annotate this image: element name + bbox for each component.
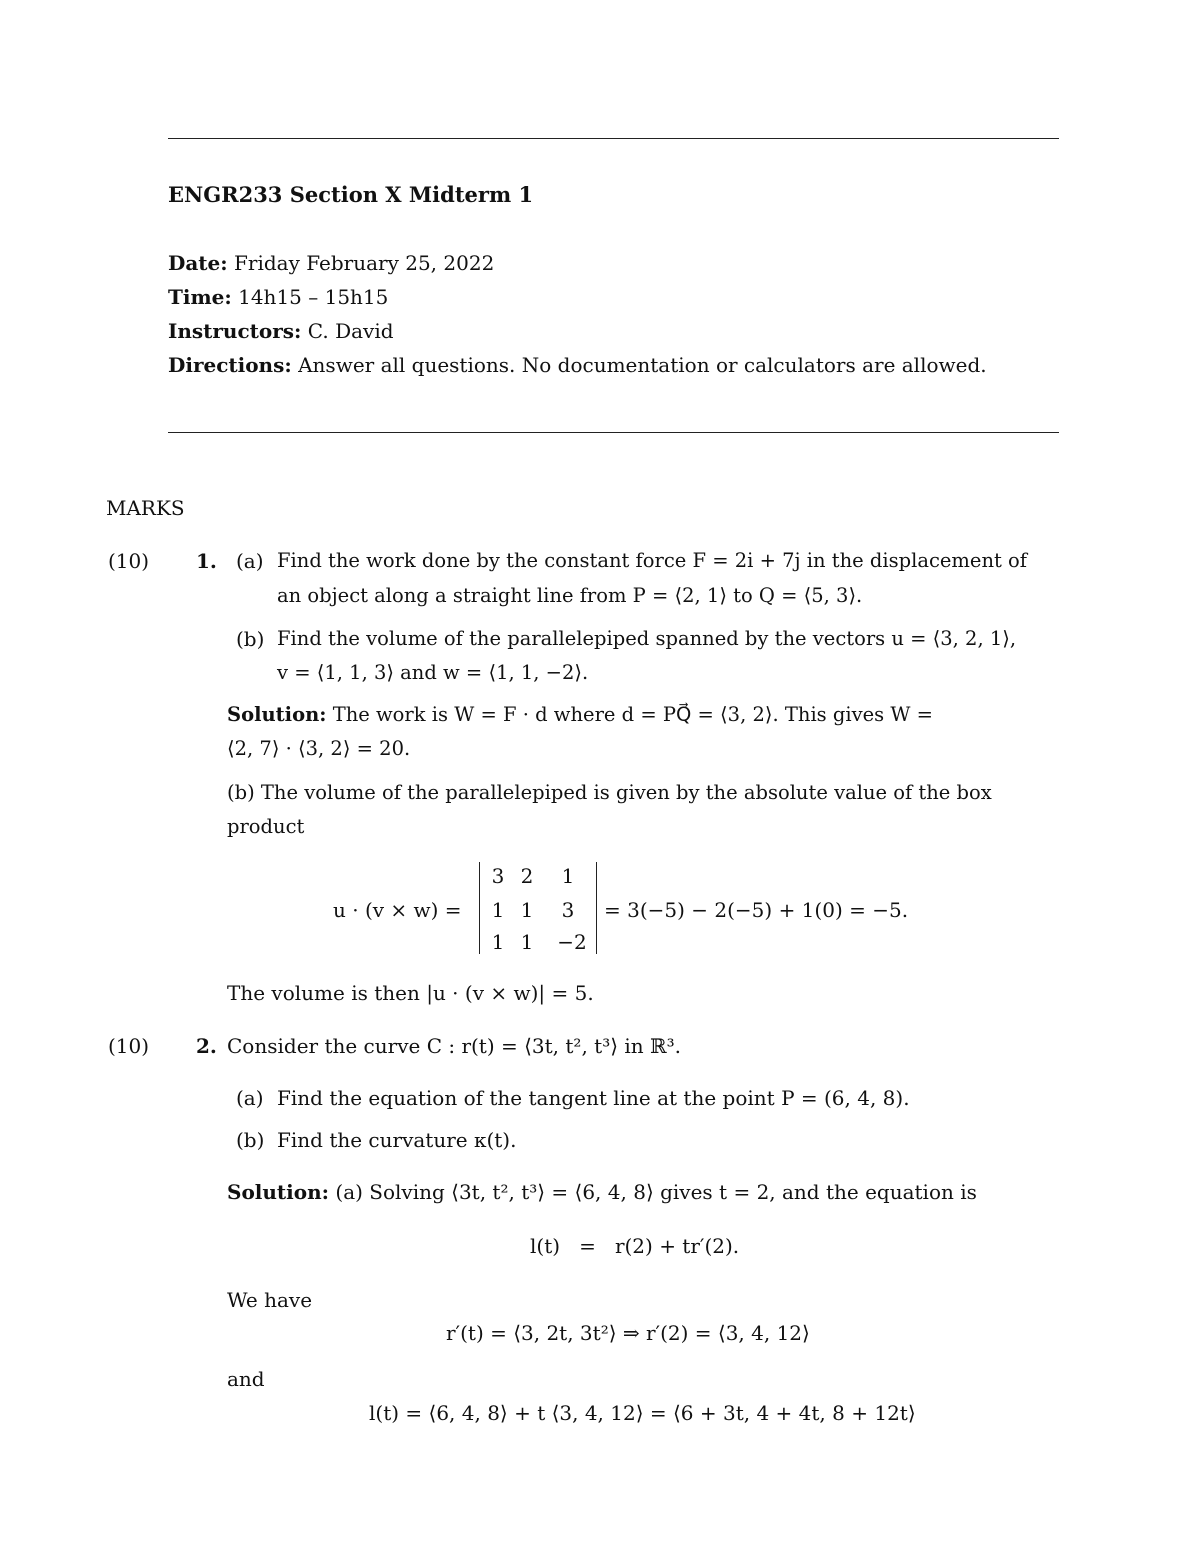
det-cell: 1 xyxy=(520,930,534,954)
q2-eq-derivative: r′(t) = ⟨3, 2t, 3t²⟩ ⇒ r′(2) = ⟨3, 4, 12⟩ xyxy=(446,1321,810,1345)
directions-line xyxy=(168,353,987,377)
q2-solution-label: Solution: xyxy=(227,1180,330,1204)
top-rule xyxy=(168,138,1059,139)
q2b-text: Find the curvature κ(t). xyxy=(277,1128,517,1152)
time-value: 14h15 – 15h15 xyxy=(238,285,389,309)
header-bottom-rule xyxy=(168,432,1059,433)
det-cell: 1 xyxy=(491,930,505,954)
q1b-solution-line1: (b) The volume of the parallelepiped is given by the absolute value of the box xyxy=(227,781,992,804)
q1b-tag: (b) xyxy=(236,627,265,651)
det-lhs: u · (v × w) = xyxy=(333,898,462,922)
q2-solution-text: (a) Solving ⟨3t, t², t³⟩ = ⟨6, 4, 8⟩ gives t = 2, and the equation is xyxy=(335,1180,977,1204)
q2-eq-line: l(t) = ⟨6, 4, 8⟩ + t ⟨3, 4, 12⟩ = ⟨6 + 3t, 4 + 4t, 8 + 12t⟩ xyxy=(369,1401,916,1425)
q1a-line1: Find the work done by the constant force F = 2i + 7j in the displacement of xyxy=(277,549,1028,572)
q1b-line2: v = ⟨1, 1, 3⟩ and w = ⟨1, 1, −2⟩. xyxy=(277,661,589,684)
det-cell: −2 xyxy=(557,930,587,954)
det-cell: 1 xyxy=(561,864,575,888)
q2b-tag: (b) xyxy=(236,1128,265,1152)
instructors-label: Instructors: xyxy=(168,319,302,343)
q2-number: 2. xyxy=(196,1034,217,1058)
det-right-bar xyxy=(596,862,597,954)
q1-solution-line2: ⟨2, 7⟩ · ⟨3, 2⟩ = 20. xyxy=(227,737,411,760)
q2-solution-line xyxy=(227,1180,977,1204)
det-cell: 2 xyxy=(520,864,534,888)
q2-and: and xyxy=(227,1367,265,1391)
q2-marks: (10) xyxy=(108,1034,150,1058)
q2a-tag: (a) xyxy=(236,1086,264,1110)
date-label: Date: xyxy=(168,251,228,275)
q2a-text: Find the equation of the tangent line at the point P = (6, 4, 8). xyxy=(277,1086,910,1110)
instructors-line xyxy=(168,319,394,343)
q1-solution-text: The work is W = F · d where d = PQ⃗ = ⟨3, 2⟩. This gives W = xyxy=(332,703,933,726)
q1-marks: (10) xyxy=(108,549,150,573)
q1-solution-label: Solution: xyxy=(227,703,327,726)
q2-we-have: We have xyxy=(227,1288,313,1312)
q2-statement: Consider the curve C : r(t) = ⟨3t, t², t³⟩ in ℝ³. xyxy=(227,1034,682,1058)
det-cell: 3 xyxy=(491,864,505,888)
q1-solution-line1 xyxy=(227,703,933,726)
marks-heading: MARKS xyxy=(106,496,185,520)
time-line xyxy=(168,285,388,309)
exam-title: ENGR233 Section X Midterm 1 xyxy=(168,182,534,207)
time-label: Time: xyxy=(168,285,232,309)
directions-value: Answer all questions. No documentation or calculators are allowed. xyxy=(298,353,987,377)
det-cell: 1 xyxy=(491,898,505,922)
det-cell: 1 xyxy=(520,898,534,922)
q2-eq-tangent: l(t) = r(2) + tr′(2). xyxy=(530,1234,740,1258)
q1-volume-line: The volume is then |u · (v × w)| = 5. xyxy=(227,981,594,1005)
date-line xyxy=(168,251,494,275)
q1b-line1: Find the volume of the parallelepiped spanned by the vectors u = ⟨3, 2, 1⟩, xyxy=(277,627,1017,650)
q1b-solution-line2: product xyxy=(227,815,305,838)
q1a-line2: an object along a straight line from P = ⟨2, 1⟩ to Q = ⟨5, 3⟩. xyxy=(277,584,863,607)
q1-number: 1. xyxy=(196,549,217,573)
det-rhs: = 3(−5) − 2(−5) + 1(0) = −5. xyxy=(604,898,909,922)
directions-label: Directions: xyxy=(168,353,292,377)
instructors-value: C. David xyxy=(307,319,394,343)
q1a-tag: (a) xyxy=(236,549,264,573)
det-cell: 3 xyxy=(561,898,575,922)
date-value: Friday February 25, 2022 xyxy=(234,251,495,275)
